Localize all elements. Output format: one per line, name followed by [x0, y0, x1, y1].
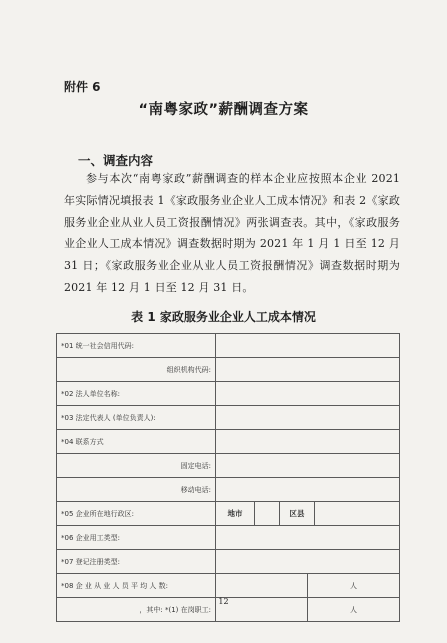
table-row: [57, 502, 400, 526]
city-input[interactable]: [255, 502, 280, 525]
cost-form-table: [56, 333, 400, 622]
page-number: 12: [218, 597, 229, 606]
unit-person: 人: [308, 598, 400, 622]
avg-employees-field[interactable]: [216, 574, 308, 598]
table-caption: 表 1 家政服务业企业人工成本情况: [131, 310, 316, 324]
table-row: [57, 550, 400, 574]
employment-type-field[interactable]: [216, 526, 400, 550]
unit-person: 人: [308, 574, 400, 598]
table-row: [57, 478, 400, 502]
county-label: 区县: [280, 502, 315, 525]
region-subfields: [216, 502, 399, 525]
attachment-label: 附件 6: [64, 80, 101, 94]
row-label-avg-employees: *08 企 业 从 业 人 员 平 均 人 数:: [57, 574, 216, 598]
row-label-company-name: *02 法人单位名称:: [57, 382, 216, 406]
row-label-onduty: ，其中: *(1) 在岗职工:: [57, 598, 216, 622]
row-label-legal-rep: *03 法定代表人 (单位负责人):: [57, 406, 216, 430]
company-name-field[interactable]: [216, 382, 400, 406]
table-row: [57, 526, 400, 550]
registration-type-field[interactable]: [216, 550, 400, 574]
landline-field[interactable]: [216, 454, 400, 478]
contact-field[interactable]: [216, 430, 400, 454]
row-label-contact: *04 联系方式: [57, 430, 216, 454]
legal-rep-field[interactable]: [216, 406, 400, 430]
row-label-credit-code: *01 统一社会信用代码:: [57, 334, 216, 358]
table-row: [57, 454, 400, 478]
table-row: [57, 574, 400, 598]
row-label-mobile: 移动电话:: [57, 478, 216, 502]
region-field[interactable]: [216, 502, 400, 526]
mobile-field[interactable]: [216, 478, 400, 502]
document-title: “南粤家政”薪酬调查方案: [138, 102, 309, 118]
credit-code-field[interactable]: [216, 334, 400, 358]
row-label-employment-type: *06 企业用工类型:: [57, 526, 216, 550]
table-row: [57, 430, 400, 454]
row-label-registration-type: *07 登记注册类型:: [57, 550, 216, 574]
table-row: [57, 358, 400, 382]
table-row: [57, 334, 400, 358]
city-label: 地市: [216, 502, 255, 525]
row-label-landline: 固定电话:: [57, 454, 216, 478]
table-row: [57, 382, 400, 406]
section-heading: 一、调查内容: [78, 153, 154, 168]
county-input[interactable]: [315, 502, 399, 525]
row-label-org-code: 组织机构代码:: [57, 358, 216, 382]
table-row: [57, 406, 400, 430]
row-label-region: *05 企业所在地行政区:: [57, 502, 216, 526]
section-paragraph: 参与本次“南粤家政”薪酬调查的样本企业应按照本企业 2021 年实际情况填报表 1《家政服务业企业人工成本情况》和表 2《家政服务业企业从业人员工资报酬情况》两张调查表。其中，《家政服务业企业人工成本情况》调查数据时期为 2021 年 1 月 1 日至 12 月 31 日；《家政服务业企业从业人员工资报酬情况》调查数据时期为 2021 年 12 月 1 日至 12 月 31 日。: [64, 172, 400, 294]
org-code-field[interactable]: [216, 358, 400, 382]
